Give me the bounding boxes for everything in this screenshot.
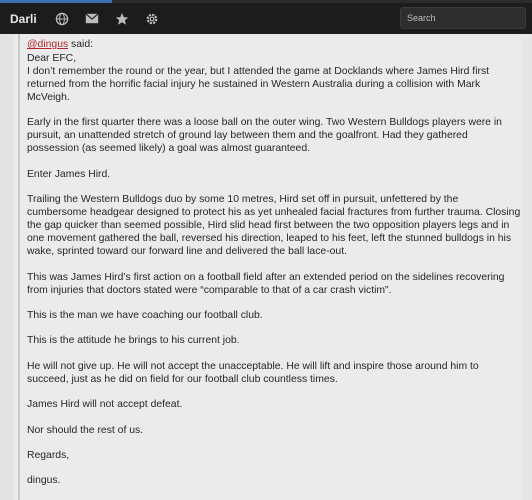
progress-accent xyxy=(112,0,532,3)
quote-paragraph: This was James Hird’s first action on a football field after an extended period on the sidelines recovering from injuries that doctors stated were “comparable to that of a car crash victim”. xyxy=(27,271,505,296)
quote-body xyxy=(27,52,521,487)
quote-paragraph: Trailing the Western Bulldogs duo by some 10 metres, Hird set off in pursuit, unfettered by the cumbersome headgear designed to protect his as yet unhealed facial fractures from further trauma. Closing the gap quicker than seemed possible, Hird slid head first between the two opposition players legs and in one movement gathered the ball, reversed his direction, leaped to his feet, left the stunned bulldogs in his wake, sprinted toward our forward line and delivered the ball lace-out. xyxy=(27,194,521,258)
quote-paragraph: Early in the first quarter there was a loose ball on the outer wing. Two Western Bulldogs players were in pursuit, an unattended stretch of ground lay between them and the goalfront. Had they gathered possession (as seemed likely) a goal was almost guaranteed. xyxy=(27,117,502,155)
said-suffix: said: xyxy=(68,39,94,50)
quote-attribution xyxy=(27,38,521,51)
quote-paragraph: Enter James Hird. xyxy=(27,168,111,180)
top-navigation-bar xyxy=(0,0,532,34)
gear-icon[interactable] xyxy=(144,11,160,27)
star-icon[interactable] xyxy=(114,11,130,27)
quote-paragraph: He will not give up. He will not accept the unacceptable. He will lift and inspire those around him to succeed, just as he did on field for our football club countless times. xyxy=(27,360,479,385)
globe-icon[interactable] xyxy=(54,11,70,27)
scrollbar[interactable] xyxy=(521,34,532,500)
quote-paragraph: James Hird will not accept defeat. xyxy=(27,399,183,411)
quote-paragraph: Dear EFC, I don’t remember the round or the year, but I attended the game at Docklands where James Hird first returned from the horrific facial injury he sustained in Western Australia during a collision with Mark McVeigh. xyxy=(27,53,490,103)
quoted-user-link[interactable]: @dingus xyxy=(27,39,69,50)
quote-paragraph: Nor should the rest of us. xyxy=(27,424,144,436)
quote-paragraph: This is the man we have coaching our football club. xyxy=(27,309,263,321)
left-rail xyxy=(0,34,14,500)
search-input[interactable] xyxy=(400,7,526,29)
quote-paragraph: Regards, xyxy=(27,449,70,461)
quote-paragraph: This is the attitude he brings to his current job. xyxy=(27,335,240,347)
mail-icon[interactable] xyxy=(84,11,100,27)
quote-block xyxy=(18,34,521,500)
post-content-area xyxy=(0,34,532,500)
quote-paragraph: dingus. xyxy=(27,475,61,487)
site-brand[interactable]: Darli xyxy=(10,11,37,26)
